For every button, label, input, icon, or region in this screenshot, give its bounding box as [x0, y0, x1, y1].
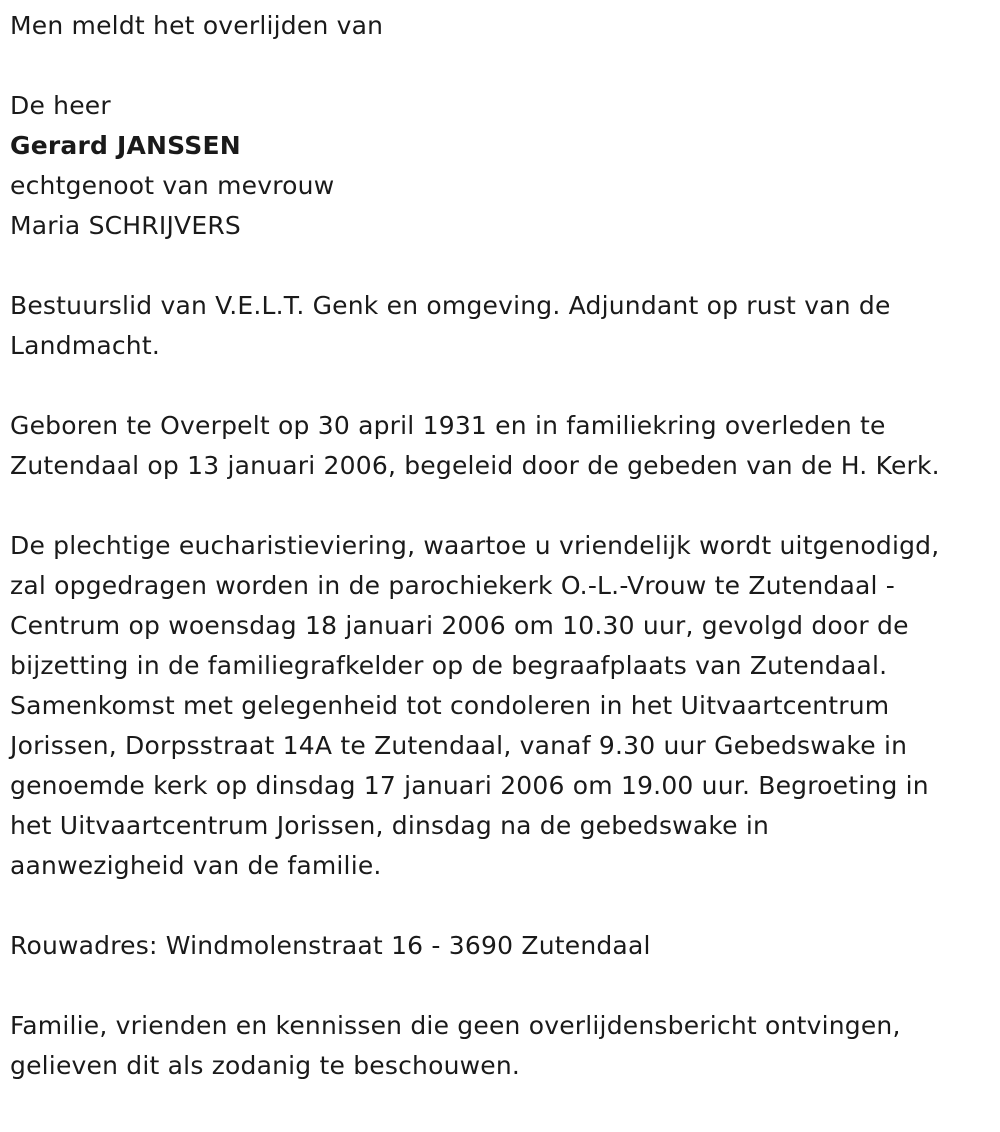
spouse-name: Maria SCHRIJVERS	[10, 211, 241, 240]
closing-line: gelieven dit als zodanig te beschouwen.	[10, 1051, 521, 1080]
salutation: De heer	[10, 91, 111, 120]
ceremony-line: aanwezigheid van de familie.	[10, 851, 382, 880]
ceremony-line: het Uitvaartcentrum Jorissen, dinsdag na de gebedswake in	[10, 811, 770, 840]
role-line: Bestuurslid van V.E.L.T. Genk en omgeving. Adjundant op rust van de	[10, 291, 891, 320]
mourning-address: Rouwadres: Windmolenstraat 16 - 3690 Zutendaal	[10, 931, 651, 960]
ceremony-line: De plechtige eucharistieviering, waartoe u vriendelijk wordt uitgenodigd,	[10, 531, 940, 560]
birth-death-paragraph	[10, 406, 1000, 486]
ceremony-line: bijzetting in de familiegrafkelder op de begraafplaats van Zutendaal.	[10, 651, 888, 680]
closing-paragraph	[10, 1006, 1000, 1086]
birth-line: Zutendaal op 13 januari 2006, begeleid door de gebeden van de H. Kerk.	[10, 451, 940, 480]
role-line: Landmacht.	[10, 331, 160, 360]
address-paragraph	[10, 926, 1000, 966]
role-paragraph	[10, 286, 1000, 366]
closing-line: Familie, vrienden en kennissen die geen overlijdensbericht ontvingen,	[10, 1011, 901, 1040]
ceremony-line: zal opgedragen worden in de parochiekerk O.-L.-Vrouw te Zutendaal -	[10, 571, 895, 600]
deceased-name: Gerard JANSSEN	[10, 131, 241, 160]
intro-text: Men meldt het overlijden van	[10, 11, 384, 40]
birth-line: Geboren te Overpelt op 30 april 1931 en in familiekring overleden te	[10, 411, 886, 440]
ceremony-line: Jorissen, Dorpsstraat 14A te Zutendaal, vanaf 9.30 uur Gebedswake in	[10, 731, 908, 760]
ceremony-line: genoemde kerk op dinsdag 17 januari 2006 om 19.00 uur. Begroeting in	[10, 771, 929, 800]
spouse-line: echtgenoot van mevrouw	[10, 171, 335, 200]
ceremony-line: Centrum op woensdag 18 januari 2006 om 10.30 uur, gevolgd door de	[10, 611, 909, 640]
ceremony-paragraph	[10, 526, 1000, 886]
death-notice	[0, 6, 1000, 1132]
ceremony-line: Samenkomst met gelegenheid tot condoleren in het Uitvaartcentrum	[10, 691, 890, 720]
